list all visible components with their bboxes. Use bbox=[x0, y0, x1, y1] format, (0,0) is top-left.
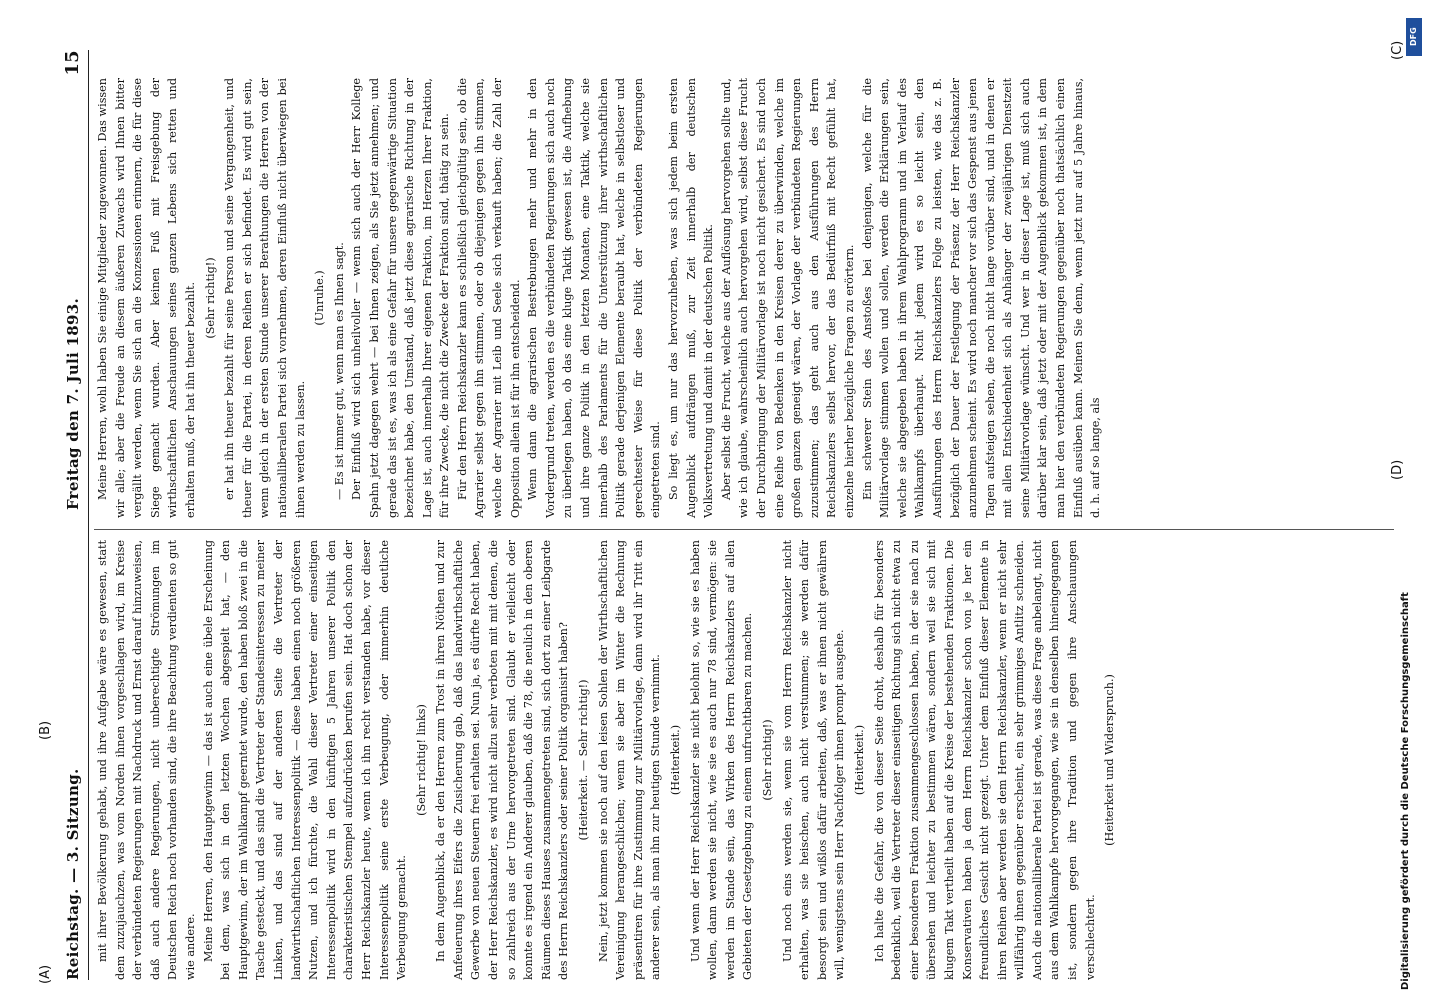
paragraph: Aber selbst die Frucht, welche aus der Auflösung hervorgehen sollte und, wie ich glaube, wahrscheinlich auch hervorgehen wird, selbst diese Frucht der Durchbringung der Militärvorlage ist noch nicht gesichert. Es sind noch eine Reihe von Bedenken in den Kreisen derer zu überwinden, welche im großen ganzen geneigt wären, der Vorlage der verbündeten Regierungen zuzustimmen; das geht auch aus den Ausführungen des Herrn Reichskanzlers selbst hervor, der das Bedürfniß mit Recht gefühlt hat, einzelne hierher bezügliche Fragen zu erörtern. bbox=[719, 78, 856, 518]
paragraph: Der Einfluß wird sich unheilvoller — wenn sich auch der Herr Kollege Spahn jetzt dagegen wehrt — bei Ihnen zeigen, als Sie jetzt annehmen; und gerade das ist es, was ich als eine Gefahr für unsere gegenwärtige Situation bezeichnet habe, den Umstand, daß jetzt diese agrarische Richtung in der Lage ist, auch innerhalb Ihrer eigenen Fraktion, im Herzen Ihrer Fraktion, für ihre Zwecke, die nicht die Zwecke der Fraktion sind, thätig zu sein. bbox=[350, 78, 452, 518]
paragraph: Meine Herren, den Hauptgewinn — das ist auch eine übele Erscheinung bei dem, was sich in den letzten Wochen abgespielt hat, — den Hauptgewinn, der im Wahlkampf geerntet wurde, den haben bloß zwei in die Tasche gesteckt, und das sind die Vertreter der Standesinteressen zu meiner Linken, und das sind auf der anderen Seite die Vertreter der landwirthschaftlichen Interessenpolitik — diese haben einen noch größeren Nutzen, und ich fürchte, die Wahl dieser Vertreter einer einseitigen Interessenpolitik wird in den künftigen 5 Jahren unserer Politik den charakteristischen Stempel aufzudrücken berufen sein. Hat doch schon der Herr Reichskanzler heute, wenn ich ihn recht verstanden habe, vor dieser Interessenpolitik seine erste Verbeugung, oder immerhin deutliche Verbeugung gemacht. bbox=[201, 540, 409, 980]
paragraph: Ein schwerer Stein des Anstoßes bei denjenigen, welche für die Militärvorlage stimmen wollen und sollen, werden die Erklärungen sein, welche sie abgegeben haben in ihrem Wahlprogramm und im Verlauf des Wahlkampfs überhaupt. Nicht jedem wird es so leicht sein, den Ausführungen des Herrn Reichskanzlers Folge zu leisten, wie das z. B. bezüglich der Dauer der Festlegung der Präsenz der Herr Reichskanzler anzunehmen scheint. Es wird noch mancher vor sich das Gespenst aus jenen Tagen aufsteigen sehen, die noch nicht lange vorüber sind, und in denen er mit allen Entschiedenheit sich als Anhänger der zweijährigen Dienstzeit seine Militärvorlage wünscht. Und wer in dieser Lage ist, muß sich auch darüber klar sein, daß jetzt oder mit der Augenblick gekommen ist, in dem man hier den verbündeten Regierungen gegenüber noch thatsächlich einen Einfluß ausüben kann. Meinen Sie denn, wenn jetzt nur auf 5 Jahre hinaus, d. h. auf so lange, als bbox=[860, 78, 1103, 518]
interjection: (Unruhe.) bbox=[313, 270, 327, 326]
paragraph: So liegt es, um nur das hervorzuheben, was sich jedem beim ersten Augenblick aufdrängen muß, zur Zeit innerhalb der deutschen Volksvertretung und damit in der deutschen Politik. bbox=[667, 78, 716, 518]
interjection: (Sehr richtig!) bbox=[203, 257, 217, 339]
paragraph: Ich halte die Gefahr, die von dieser Seite droht, deshalb für besonders bedenklich, weil die Vertreter dieser einseitigen Richtung sich nicht etwa zu einer besonderen Fraktion zusammengeschlossen haben, in der sie nach zu übersehen und leichter zu bestimmen wären, sondern weil sie sich mit klugem Takt vertheilt haben auf die Kreise der bestehenden Fraktionen. Die Konservativen haben ja dem Herrn Reichskanzler schon von je her ein freundliches Gesicht nicht gezeigt. Unter dem Einfluß dieser Elemente in ihren Reihen aber werden sie dem Herrn Reichskanzler, wenn er nicht sehr willfährig ihnen gegenüber erscheint, ein sehr grimmiges Antlitz schneiden. Auch die nationalliberale Partei ist gerade, was diese Frage anbelangt, nicht aus dem Wahlkampfe hervorgegangen, wie sie in denselben hineingegangen ist, sondern gegen ihre Tradition und gegen ihre Anschauungen verschlechtert. bbox=[872, 540, 1097, 980]
interjection: (Heiterkeit.) bbox=[852, 724, 866, 796]
paragraph: er hat ihn theuer bezahlt für seine Person und seine Vergangenheit, und theuer für die Partei, in deren Reihen er sich befindet. Es wird gut sein, wenn gleich in der ersten Stunde unserer Berathungen die Herren von der nationalliberalen Partei sich vornehmen, deren Einfluß nicht überwiegen bei ihnen werden zu lassen. bbox=[223, 78, 307, 518]
paragraph: mit ihrer Bevölkerung gehabt, und ihre Aufgabe wäre es gewesen, statt dem zuzujauchzen, was vom Norden ihnen vorgeschlagen wird, im Kreise der verbündeten Regierungen mit Nachdruck und Ernst darauf hinzuweisen, daß auch andere Regierungen, nicht unberechtigte Strömungen im Deutschen Reich noch vorhanden sind, die ihre Beachtung verdienten so gut wie andere. bbox=[96, 540, 197, 980]
interjection: (Heiterkeit.) bbox=[669, 724, 682, 796]
header-rule bbox=[88, 50, 89, 980]
header-date: Freitag den 7. Juli 1893. bbox=[64, 297, 82, 510]
margin-mark-a: (A) bbox=[38, 964, 53, 984]
margin-mark-b: (B) bbox=[38, 720, 53, 740]
header-session: Reichstag. — 3. Sitzung. bbox=[64, 768, 82, 980]
interjection: (Heiterkeit. — Sehr richtig!) bbox=[577, 679, 591, 841]
running-head bbox=[60, 50, 88, 980]
interjection: (Sehr richtig!) bbox=[760, 719, 774, 801]
page-number: 15 bbox=[62, 50, 83, 76]
interjection: (Heiterkeit und Widerspruch.) bbox=[1103, 674, 1117, 846]
paragraph: Und noch eins werden sie, wenn sie vom Herrn Reichskanzler nicht erhalten, was sie heischen, auch nicht verstummen; sie werden dafür besorgt sein und wißlos dafür arbeiten, daß, was er ihnen nicht gewähren will, wenigstens sein Herr Nachfolger ihnen prompt ausgehe. bbox=[780, 540, 847, 980]
digitization-credit: Digitalisierung gefördert durch die Deutsche Forschungsgemeinschaft bbox=[1400, 592, 1411, 990]
margin-mark-d: (D) bbox=[1390, 459, 1405, 480]
paragraph: — Es ist immer gut, wenn man es Ihnen sagt. bbox=[332, 242, 346, 500]
paragraph: Nein, jetzt kommen sie noch auf den leisen Sohlen der Wirthschaftlichen Vereinigung herangeschlichen; wenn sie aber im Winter die Rechnung präsentiren für ihre Zustimmung zur Militärvorlage, dann wird ihr Tritt ein anderer sein, als man ihn zur heutigen Stunde vernimmt. bbox=[596, 540, 663, 980]
right-column bbox=[94, 78, 1105, 518]
left-column bbox=[94, 540, 1121, 980]
paragraph: Meine Herren, wohl haben Sie einige Mitglieder zugewonnen. Das wissen wir alle; aber die Freude an diesem äußeren Zuwachs wird Ihnen bitter vergällt werden, wenn Sie sich an die Konzessionen erinnern, die für diese Siege gemacht wurden. Aber keinen Fuß mit Freisgebung der wirthschaftlichen Anschauungen seines ganzen Lebens sich retten und erhalten muß, der hat ihn theuer bezahlt. bbox=[96, 78, 197, 518]
paragraph: Wenn dann die agrarischen Bestrebungen mehr und mehr in den Vordergrund treten, werden es die verbündeten Regierungen sich auch noch zu überlegen haben, ob das eine kluge Taktik gewesen ist, die Aufhebung und ihre ganze Politik in den letzten Monaten, eine Taktik, welche sie innerhalb des Parlaments für die Unterstützung ihrer wirthschaftlichen Politik gerade derjenigen Elemente beraubt hat, welche in selbstloser und gerechtester Weise für diese Politik der verbündeten Regierungen eingetreten sind. bbox=[526, 78, 663, 518]
margin-mark-c: (C) bbox=[1390, 40, 1405, 60]
interjection: (Sehr richtig! links) bbox=[414, 704, 428, 816]
paragraph: Und wenn der Herr Reichskanzler sie nicht belohnt so, wie sie es haben wollen, dann werden sie nicht, wie sie es auch nur 78 sind, vermögen: sie werden im Stande sein, das Wirken des Herrn Reichskanzlers auf allen Gebieten der Gesetzgebung zu einem unfruchtbaren zu machen. bbox=[688, 540, 755, 980]
paragraph: In dem Augenblick, da er den Herren zum Trost in ihren Nöthen und zur Anfeuerung ihres Eifers die Zusicherung gab, daß das landwirthschaftliche Gewerbe von neuen Steuern frei erhalten sei. Nun ja, es dürfte Recht haben, der Herr Reichskanzler, es wird nicht allzu sehr verboten mit mit denen, die so zahlreich aus der Urne hervorgetreten sind. Glaubt er vielleicht oder konnte es irgend ein Anderer glauben, daß die 78, die neulich in den oberen Räumen dieses Hauses zusammengetreten sind, sich dort zu einer Leibgarde des Herrn Reichskanzlers oder seiner Politik organisirt haben? bbox=[434, 540, 571, 980]
dfg-logo: DFG bbox=[1406, 18, 1422, 56]
paragraph: Für den Herrn Reichskanzler kann es schließlich gleichgültig sein, ob die Agrarier selbst gegen ihn stimmen, oder ob diejenigen gegen ihn stimmen, welche der Agrarier mit Leib und Seele sich verkauft haben; die Zahl der Opposition allein ist für ihn entscheidend. bbox=[455, 78, 522, 518]
column-divider bbox=[94, 529, 1394, 530]
rotated-content bbox=[38, 40, 1420, 984]
